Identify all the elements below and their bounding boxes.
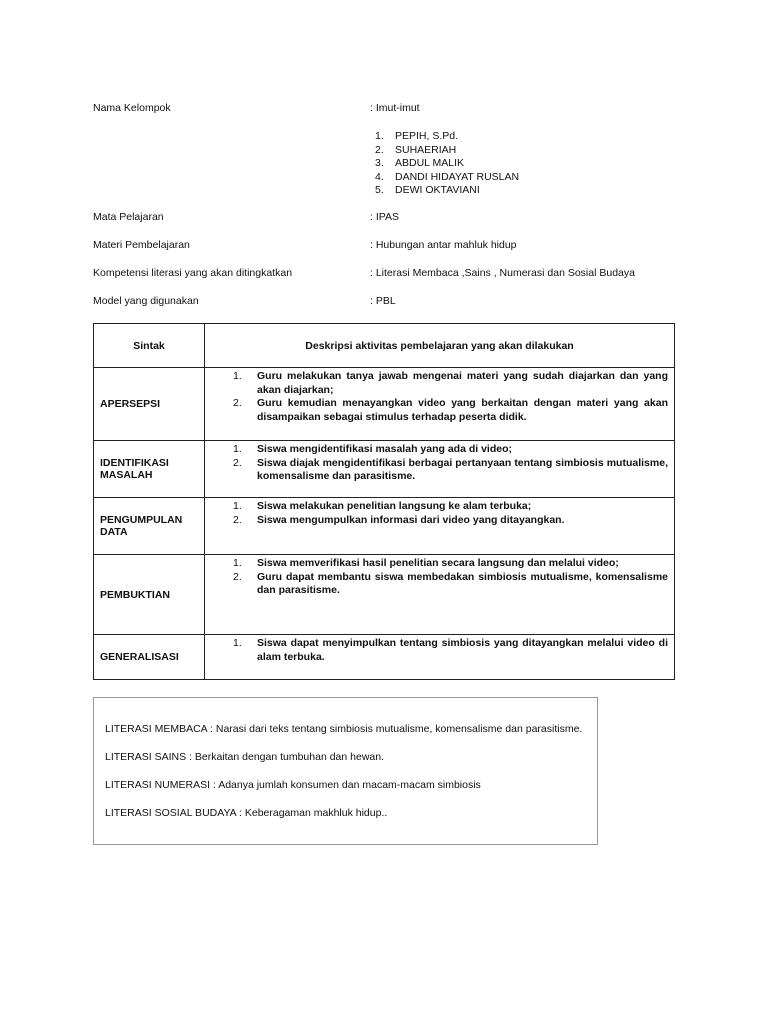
subject-label: Mata Pelajaran [93,211,164,223]
list-item: 1. Siswa memverifikasi hasil penelitian secara langsung dan melalui video; [233,557,619,569]
header-stage: Sintak [94,324,205,368]
table-row [94,555,675,635]
list-item: 1. PEPIH, S.Pd. [375,130,459,142]
member-list [375,130,519,198]
table-row [94,441,675,498]
literacy-box [93,697,598,845]
stage-label: GENERALISASI [94,635,205,680]
material-label: Materi Pembelajaran [93,239,190,251]
list-item: 2. Guru dapat membantu siswa membedakan simbiosis mutualisme, komensalisme dan parasitisme. [233,570,668,597]
list-item: 1. Guru melakukan tanya jawab mengenai materi yang sudah diajarkan dan yang akan diajarkan; [233,370,668,396]
list-item: 2. Guru kemudian menayangkan video yang berkaitan dengan materi yang akan disampaikan sebagai stimulus terhadap peserta didik. [233,397,668,423]
table-row [94,368,675,441]
literacy-membaca: LITERASI MEMBACA : Narasi dari teks tentang simbiosis mutualisme, komensalisme dan parasitisme. [105,723,583,735]
list-item: 1. Siswa melakukan penelitian langsung ke alam terbuka; [233,500,532,512]
model-label: Model yang digunakan [93,295,199,307]
group-name-value: : Imut-imut [370,102,420,114]
model-value: : PBL [370,295,396,307]
stage-label: PEMBUKTIAN [94,555,205,635]
list-item: 1. Siswa dapat menyimpulkan tentang simbiosis yang ditayangkan melalui video di alam terbuka. [233,637,668,663]
stage-description [205,498,675,555]
table-header-row [94,324,675,368]
literacy-sosial-budaya: LITERASI SOSIAL BUDAYA : Keberagaman makhluk hidup.. [105,807,388,819]
stage-label: APERSEPSI [94,368,205,441]
header-description: Deskripsi aktivitas pembelajaran yang akan dilakukan [205,324,675,368]
list-item: 3. ABDUL MALIK [375,157,465,170]
list-item: 4. DANDI HIDAYAT RUSLAN [375,170,520,183]
stage-description [205,635,675,680]
list-item: 5. DEWI OKTAVIANI [375,184,480,197]
table-row [94,635,675,680]
material-value: : Hubungan antar mahluk hidup [370,239,517,251]
competency-label: Kompetensi literasi yang akan ditingkatkan [93,267,293,279]
literacy-numerasi: LITERASI NUMERASI : Adanya jumlah konsumen dan macam-macam simbiosis [105,779,481,791]
stage-description [205,555,675,635]
table-row [94,498,675,555]
stage-description [205,368,675,441]
stage-label: PENGUMPULAN DATA [94,498,205,555]
stage-description [205,441,675,498]
group-name-label: Nama Kelompok [93,102,171,114]
literacy-sains: LITERASI SAINS : Berkaitan dengan tumbuhan dan hewan. [105,751,385,763]
stage-label: IDENTIFIKASI MASALAH [94,441,205,498]
list-item: 1. Siswa mengidentifikasi masalah yang ada di video; [233,443,512,455]
activity-table [93,323,675,680]
list-item: 2. SUHAERIAH [375,143,457,156]
list-item: 2. Siswa diajak mengidentifikasi berbagai pertanyaan tentang simbiosis mutualisme, komensalisme dan parasitisme. [233,456,668,483]
competency-value: : Literasi Membaca ,Sains , Numerasi dan Sosial Budaya [370,267,635,279]
subject-value: : IPAS [370,211,399,223]
list-item: 2. Siswa mengumpulkan informasi dari video yang ditayangkan. [233,513,565,526]
